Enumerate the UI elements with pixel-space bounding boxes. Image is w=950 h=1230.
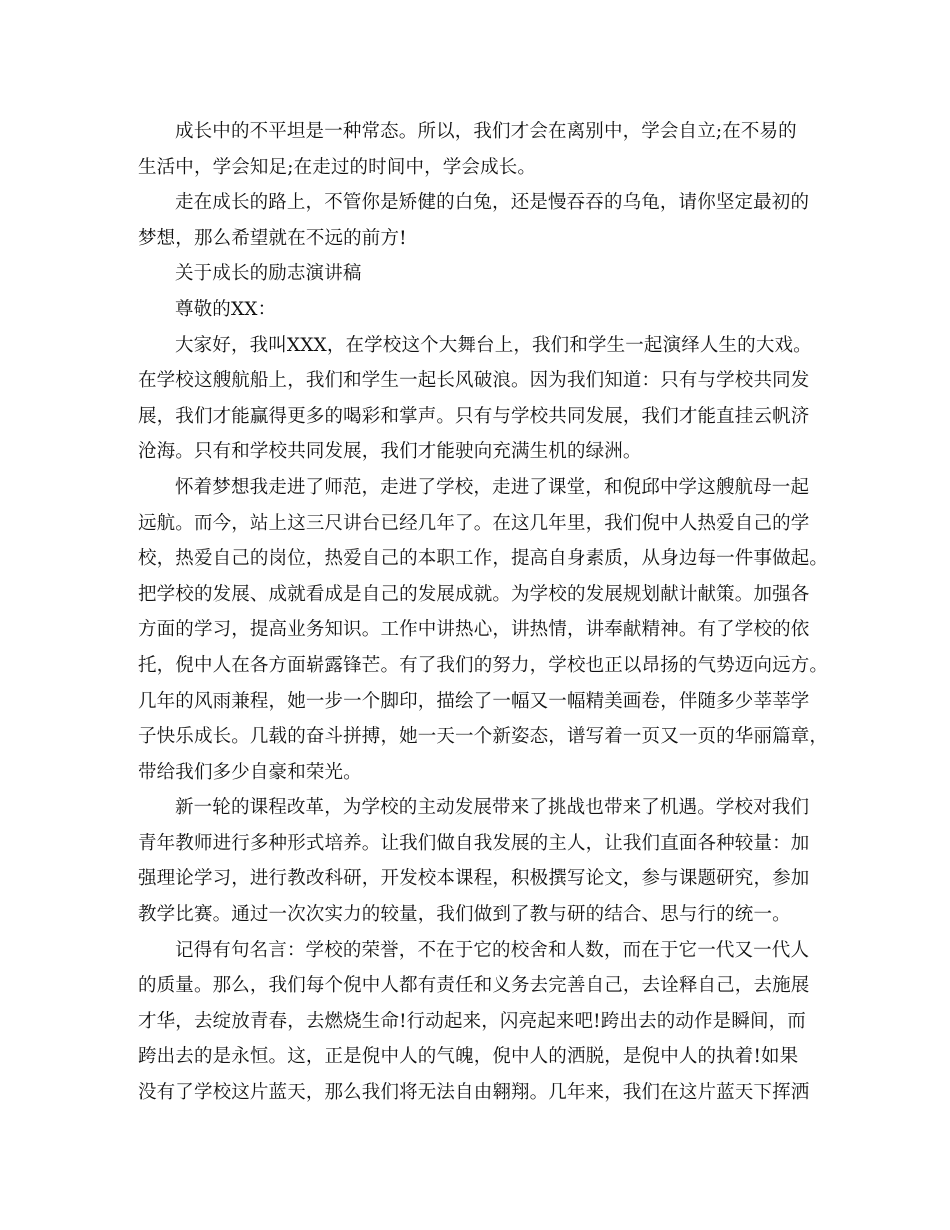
document-line: 展，我们才能赢得更多的喝彩和掌声。只有与学校共同发展，我们才能直挂云帆济	[138, 405, 810, 427]
document-line: 强理论学习，进行教改科研，开发校本课程，积极撰写论文，参与课题研究，参加	[138, 868, 810, 890]
document-line: 记得有句名言：学校的荣誉，不在于它的校舍和人数，而在于它一代又一代人	[175, 939, 810, 961]
document-line: 校，热爱自己的岗位，热爱自己的本职工作，提高自身素质，从身边每一件事做起。	[138, 548, 829, 570]
document-line: 方面的学习，提高业务知识。工作中讲热心，讲热情，讲奉献精神。有了学校的依	[138, 619, 810, 641]
document-line: 新一轮的课程改革，为学校的主动发展带来了挑战也带来了机遇。学校对我们	[175, 797, 810, 819]
document-line: 跨出去的是永恒。这，正是倪中人的气魄，倪中人的洒脱，是倪中人的执着!如果	[138, 1046, 799, 1068]
document-line: 尊敬的XX：	[175, 298, 277, 320]
document-line: 子快乐成长。几载的奋斗拼搏，她一天一个新姿态，谱写着一页又一页的华丽篇章，	[138, 726, 829, 748]
document-line: 大家好，我叫XXX，在学校这个大舞台上，我们和学生一起演绎人生的大戏。	[175, 334, 812, 356]
document-line: 教学比赛。通过一次次实力的较量，我们做到了教与研的结合、思与行的统一。	[138, 904, 791, 926]
document-line: 关于成长的励志演讲稿	[175, 263, 362, 285]
document-line: 在学校这艘航船上，我们和学生一起长风破浪。因为我们知道：只有与学校共同发	[138, 370, 810, 392]
document-line: 沧海。只有和学校共同发展，我们才能驶向充满生机的绿洲。	[138, 441, 642, 463]
document-line: 怀着梦想我走进了师范，走进了学校，走进了课堂，和倪邱中学这艘航母一起	[175, 476, 810, 498]
document-line: 带给我们多少自豪和荣光。	[138, 761, 362, 783]
document-line: 远航。而今，站上这三尺讲台已经几年了。在这几年里，我们倪中人热爱自己的学	[138, 512, 810, 534]
document-body	[138, 114, 829, 1111]
document-line: 生活中，学会知足;在走过的时间中，学会成长。	[138, 156, 537, 178]
document-line: 青年教师进行多种形式培养。让我们做自我发展的主人，让我们直面各种较量：加	[138, 832, 810, 854]
document-line: 把学校的发展、成就看成是自己的发展成就。为学校的发展规划献计献策。加强各	[138, 583, 810, 605]
document-line: 几年的风雨兼程，她一步一个脚印，描绘了一幅又一幅精美画卷，伴随多少莘莘学	[138, 690, 810, 712]
document-line: 成长中的不平坦是一种常态。所以，我们才会在离别中，学会自立;在不易的	[175, 121, 797, 142]
document-line: 的质量。那么，我们每个倪中人都有责任和义务去完善自己，去诠释自己，去施展	[138, 975, 810, 997]
document-line: 梦想，那么希望就在不远的前方!	[138, 227, 407, 249]
document-line: 走在成长的路上，不管你是矫健的白兔，还是慢吞吞的乌龟，请你坚定最初的	[175, 192, 810, 214]
document-line: 托，倪中人在各方面崭露锋芒。有了我们的努力，学校也正以昂扬的气势迈向远方。	[138, 654, 829, 676]
document-line: 没有了学校这片蓝天，那么我们将无法自由翱翔。几年来，我们在这片蓝天下挥洒	[138, 1082, 810, 1104]
document-line: 才华，去绽放青春，去燃烧生命!行动起来，闪亮起来吧!跨出去的动作是瞬间，而	[138, 1010, 806, 1032]
